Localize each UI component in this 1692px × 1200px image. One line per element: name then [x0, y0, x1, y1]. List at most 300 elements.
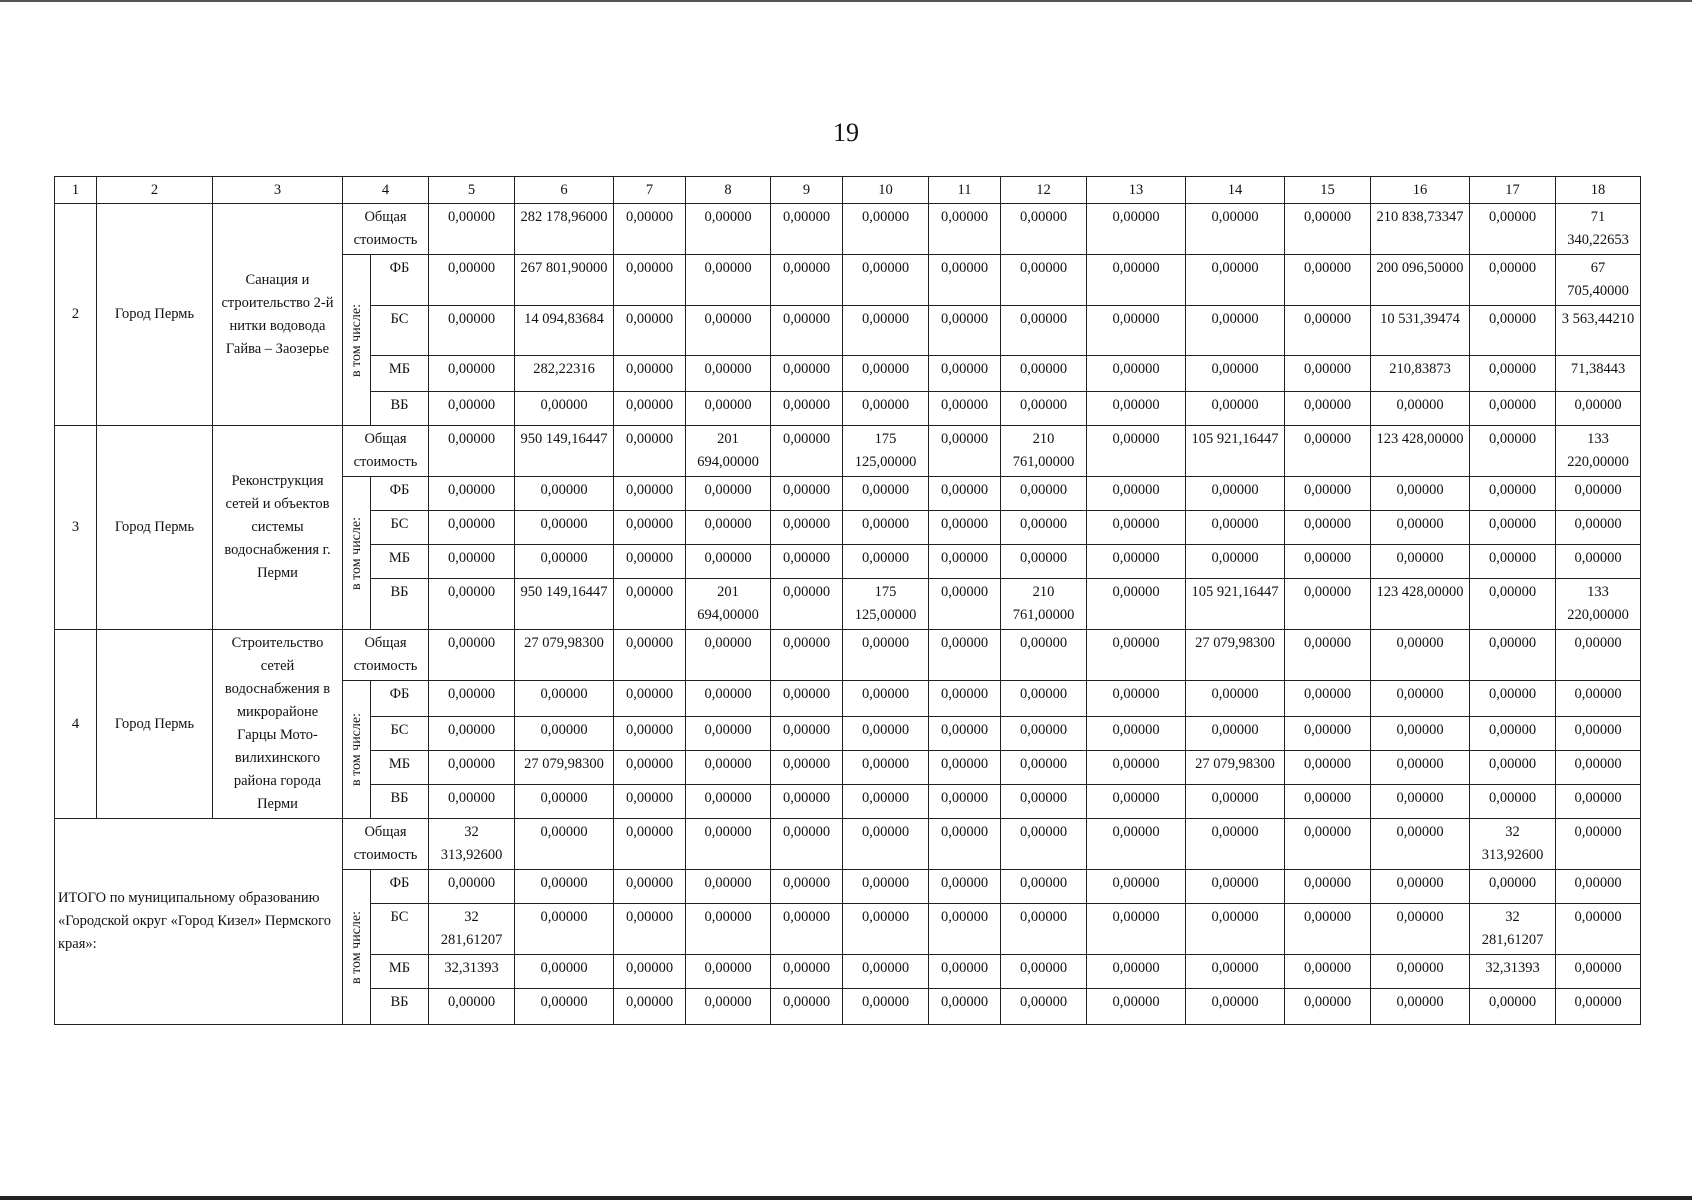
value-cell: 0,00000 [1186, 717, 1285, 751]
value-cell: 0,00000 [1371, 955, 1470, 989]
value-cell: 0,00000 [686, 306, 771, 356]
value-cell: 0,00000 [843, 717, 929, 751]
value-cell: 0,00000 [1087, 306, 1186, 356]
value-cell: 0,00000 [614, 955, 686, 989]
value-cell: 0,00000 [771, 204, 843, 255]
header-cell: 1 [55, 177, 97, 204]
value-cell: 0,00000 [686, 989, 771, 1025]
value-cell: 0,00000 [686, 477, 771, 511]
value-cell: 0,00000 [771, 545, 843, 579]
value-cell: 0,00000 [1087, 630, 1186, 681]
value-cell: 0,00000 [1371, 870, 1470, 904]
value-cell: 0,00000 [686, 870, 771, 904]
value-cell: 0,00000 [1001, 989, 1087, 1025]
value-cell: 0,00000 [1285, 477, 1371, 511]
value-cell: 0,00000 [515, 392, 614, 426]
header-cell: 14 [1186, 177, 1285, 204]
value-cell: 0,00000 [1285, 306, 1371, 356]
value-cell: 0,00000 [429, 204, 515, 255]
value-cell: 0,00000 [1087, 511, 1186, 545]
value-cell: 0,00000 [429, 785, 515, 819]
value-cell: 0,00000 [929, 356, 1001, 392]
value-cell: 0,00000 [771, 870, 843, 904]
value-cell: 0,00000 [686, 751, 771, 785]
value-cell: 0,00000 [1087, 579, 1186, 630]
value-cell: 0,00000 [1087, 819, 1186, 870]
funding-source: ФБ [371, 681, 429, 717]
table-row [55, 630, 1641, 681]
value-cell: 71 340,22653 [1556, 204, 1641, 255]
value-cell: 0,00000 [1186, 989, 1285, 1025]
value-cell: 0,00000 [1470, 870, 1556, 904]
value-cell: 0,00000 [771, 751, 843, 785]
value-cell: 0,00000 [1470, 630, 1556, 681]
header-cell: 10 [843, 177, 929, 204]
header-cell: 17 [1470, 177, 1556, 204]
value-cell: 0,00000 [1186, 681, 1285, 717]
value-cell: 0,00000 [1186, 477, 1285, 511]
funding-source: ФБ [371, 477, 429, 511]
header-cell: 5 [429, 177, 515, 204]
value-cell: 0,00000 [515, 681, 614, 717]
row-number: 3 [55, 426, 97, 630]
value-cell: 0,00000 [614, 426, 686, 477]
value-cell: 0,00000 [1087, 426, 1186, 477]
value-cell: 0,00000 [929, 751, 1001, 785]
value-cell: 133 220,00000 [1556, 426, 1641, 477]
value-cell: 0,00000 [1001, 477, 1087, 511]
value-cell: 0,00000 [1285, 955, 1371, 989]
value-cell: 0,00000 [1285, 904, 1371, 955]
value-cell: 0,00000 [929, 989, 1001, 1025]
value-cell: 0,00000 [771, 392, 843, 426]
value-cell: 0,00000 [843, 681, 929, 717]
value-cell: 14 094,83684 [515, 306, 614, 356]
table-row [55, 426, 1641, 477]
header-row [55, 177, 1641, 204]
value-cell: 0,00000 [1186, 255, 1285, 306]
value-cell: 0,00000 [614, 306, 686, 356]
value-cell: 0,00000 [1001, 955, 1087, 989]
value-cell: 27 079,98300 [515, 630, 614, 681]
value-cell: 0,00000 [1285, 426, 1371, 477]
project-name: Санация и строительство 2-й нитки водовода Гайва – Заозерье [213, 204, 343, 426]
value-cell: 0,00000 [429, 306, 515, 356]
value-cell: 0,00000 [1087, 904, 1186, 955]
funding-source: ВБ [371, 579, 429, 630]
funding-source: БС [371, 511, 429, 545]
value-cell: 0,00000 [771, 477, 843, 511]
value-cell: 0,00000 [843, 255, 929, 306]
value-cell: 0,00000 [686, 785, 771, 819]
value-cell: 0,00000 [1556, 819, 1641, 870]
value-cell: 0,00000 [1001, 392, 1087, 426]
value-cell: 210 838,73347 [1371, 204, 1470, 255]
value-cell: 0,00000 [614, 255, 686, 306]
value-cell: 0,00000 [843, 204, 929, 255]
value-cell: 0,00000 [843, 955, 929, 989]
value-cell: 0,00000 [1001, 819, 1087, 870]
value-cell: 0,00000 [686, 819, 771, 870]
value-cell: 0,00000 [1285, 630, 1371, 681]
value-cell: 105 921,16447 [1186, 426, 1285, 477]
in-that-number-text: в том числе: [349, 516, 364, 590]
value-cell: 0,00000 [1470, 717, 1556, 751]
value-cell: 0,00000 [614, 904, 686, 955]
value-cell: 10 531,39474 [1371, 306, 1470, 356]
value-cell: 0,00000 [1186, 785, 1285, 819]
project-name: Строительство сетей водоснабжения в микрорайоне Гарцы Мото-вилихинского района города Перми [213, 630, 343, 819]
value-cell: 0,00000 [614, 579, 686, 630]
page-number: 19 [833, 118, 859, 147]
value-cell: 210,83873 [1371, 356, 1470, 392]
value-cell: 0,00000 [1470, 306, 1556, 356]
value-cell: 0,00000 [515, 785, 614, 819]
value-cell: 133 220,00000 [1556, 579, 1641, 630]
value-cell: 0,00000 [1470, 511, 1556, 545]
value-cell: 0,00000 [1087, 477, 1186, 511]
row-number: 2 [55, 204, 97, 426]
value-cell: 210 761,00000 [1001, 579, 1087, 630]
header-cell: 2 [97, 177, 213, 204]
value-cell: 0,00000 [1186, 306, 1285, 356]
value-cell: 950 149,16447 [515, 579, 614, 630]
value-cell: 0,00000 [1001, 785, 1087, 819]
value-cell: 0,00000 [429, 989, 515, 1025]
value-cell: 0,00000 [1186, 955, 1285, 989]
value-cell: 0,00000 [929, 579, 1001, 630]
value-cell: 32 281,61207 [1470, 904, 1556, 955]
budget-table [54, 176, 1641, 1025]
value-cell: 0,00000 [843, 356, 929, 392]
value-cell: 0,00000 [515, 511, 614, 545]
value-cell: 0,00000 [1285, 255, 1371, 306]
funding-source: ВБ [371, 989, 429, 1025]
value-cell: 0,00000 [1556, 681, 1641, 717]
value-cell: 0,00000 [614, 751, 686, 785]
value-cell: 0,00000 [1470, 255, 1556, 306]
value-cell: 0,00000 [771, 356, 843, 392]
value-cell: 27 079,98300 [1186, 630, 1285, 681]
value-cell: 0,00000 [929, 477, 1001, 511]
value-cell: 32 281,61207 [429, 904, 515, 955]
value-cell: 123 428,00000 [1371, 426, 1470, 477]
value-cell: 0,00000 [686, 955, 771, 989]
value-cell: 27 079,98300 [1186, 751, 1285, 785]
region-name: Город Пермь [97, 426, 213, 630]
value-cell: 0,00000 [1285, 392, 1371, 426]
value-cell: 0,00000 [929, 204, 1001, 255]
funding-source: БС [371, 306, 429, 356]
value-cell: 0,00000 [929, 511, 1001, 545]
value-cell: 0,00000 [843, 306, 929, 356]
value-cell: 0,00000 [1371, 785, 1470, 819]
value-cell: 0,00000 [1470, 681, 1556, 717]
value-cell: 0,00000 [614, 785, 686, 819]
value-cell: 0,00000 [1087, 785, 1186, 819]
value-cell: 0,00000 [614, 717, 686, 751]
funding-source: МБ [371, 356, 429, 392]
value-cell: 0,00000 [1186, 819, 1285, 870]
value-cell: 0,00000 [843, 751, 929, 785]
in-that-number-text: в том числе: [349, 910, 364, 984]
value-cell: 0,00000 [1001, 545, 1087, 579]
value-cell: 0,00000 [1001, 717, 1087, 751]
value-cell: 0,00000 [929, 306, 1001, 356]
value-cell: 0,00000 [614, 681, 686, 717]
value-cell: 0,00000 [1087, 356, 1186, 392]
scan-top-edge [0, 0, 1692, 2]
value-cell: 0,00000 [1087, 717, 1186, 751]
value-cell: 0,00000 [771, 955, 843, 989]
value-cell: 0,00000 [1556, 477, 1641, 511]
funding-source: МБ [371, 545, 429, 579]
value-cell: 0,00000 [929, 630, 1001, 681]
header-cell: 12 [1001, 177, 1087, 204]
header-cell: 15 [1285, 177, 1371, 204]
in-that-number-label [343, 681, 371, 819]
value-cell: 32,31393 [429, 955, 515, 989]
value-cell: 67 705,40000 [1556, 255, 1641, 306]
value-cell: 0,00000 [515, 904, 614, 955]
value-cell: 32 313,92600 [429, 819, 515, 870]
value-cell: 0,00000 [843, 630, 929, 681]
value-cell: 0,00000 [929, 904, 1001, 955]
row-number: 4 [55, 630, 97, 819]
value-cell: 0,00000 [1371, 819, 1470, 870]
value-cell: 0,00000 [1556, 870, 1641, 904]
value-cell: 0,00000 [614, 989, 686, 1025]
funding-source: МБ [371, 751, 429, 785]
header-cell: 13 [1087, 177, 1186, 204]
value-cell: 0,00000 [929, 870, 1001, 904]
header-cell: 9 [771, 177, 843, 204]
value-cell: 0,00000 [429, 392, 515, 426]
value-cell: 0,00000 [429, 579, 515, 630]
in-that-number-label [343, 870, 371, 1025]
value-cell: 0,00000 [1001, 681, 1087, 717]
value-cell: 0,00000 [1186, 392, 1285, 426]
project-name: Реконструкция сетей и объектов системы водоснабжения г. Перми [213, 426, 343, 630]
header-cell: 7 [614, 177, 686, 204]
value-cell: 0,00000 [843, 511, 929, 545]
value-cell: 0,00000 [1470, 204, 1556, 255]
value-cell: 0,00000 [1001, 356, 1087, 392]
value-cell: 0,00000 [1470, 989, 1556, 1025]
value-cell: 0,00000 [429, 545, 515, 579]
value-cell: 0,00000 [429, 717, 515, 751]
funding-source: ФБ [371, 255, 429, 306]
value-cell: 0,00000 [1285, 356, 1371, 392]
value-cell: 32 313,92600 [1470, 819, 1556, 870]
value-cell: 0,00000 [515, 989, 614, 1025]
value-cell: 0,00000 [1470, 477, 1556, 511]
value-cell: 0,00000 [1285, 511, 1371, 545]
value-cell: 0,00000 [771, 255, 843, 306]
value-cell: 0,00000 [686, 511, 771, 545]
value-cell: 267 801,90000 [515, 255, 614, 306]
value-cell: 201 694,00000 [686, 426, 771, 477]
value-cell: 0,00000 [1470, 392, 1556, 426]
value-cell: 0,00000 [686, 545, 771, 579]
value-cell: 0,00000 [1556, 717, 1641, 751]
value-cell: 0,00000 [1087, 955, 1186, 989]
value-cell: 0,00000 [929, 545, 1001, 579]
value-cell: 0,00000 [771, 630, 843, 681]
value-cell: 0,00000 [929, 785, 1001, 819]
value-cell: 71,38443 [1556, 356, 1641, 392]
value-cell: 0,00000 [1371, 630, 1470, 681]
region-name: Город Пермь [97, 630, 213, 819]
value-cell: 0,00000 [1285, 819, 1371, 870]
value-cell: 0,00000 [1001, 255, 1087, 306]
value-cell: 0,00000 [1285, 785, 1371, 819]
value-cell: 0,00000 [1087, 204, 1186, 255]
value-cell: 0,00000 [1371, 989, 1470, 1025]
value-cell: 0,00000 [1001, 904, 1087, 955]
value-cell: 0,00000 [843, 989, 929, 1025]
value-cell: 0,00000 [686, 356, 771, 392]
value-cell: 0,00000 [1186, 870, 1285, 904]
value-cell: 123 428,00000 [1371, 579, 1470, 630]
cost-type-total: Общая стоимость [343, 819, 429, 870]
value-cell: 0,00000 [771, 785, 843, 819]
value-cell: 0,00000 [686, 630, 771, 681]
value-cell: 175 125,00000 [843, 426, 929, 477]
value-cell: 0,00000 [429, 356, 515, 392]
region-name: Город Пермь [97, 204, 213, 426]
value-cell: 0,00000 [1371, 392, 1470, 426]
value-cell: 0,00000 [614, 477, 686, 511]
value-cell: 0,00000 [1556, 545, 1641, 579]
value-cell: 950 149,16447 [515, 426, 614, 477]
value-cell: 0,00000 [686, 681, 771, 717]
in-that-number-text: в том числе: [349, 303, 364, 377]
value-cell: 0,00000 [929, 955, 1001, 989]
value-cell: 0,00000 [1371, 681, 1470, 717]
value-cell: 210 761,00000 [1001, 426, 1087, 477]
value-cell: 0,00000 [614, 870, 686, 904]
value-cell: 0,00000 [429, 681, 515, 717]
value-cell: 0,00000 [1556, 751, 1641, 785]
cost-type-total: Общая стоимость [343, 204, 429, 255]
value-cell: 0,00000 [1371, 511, 1470, 545]
total-row [55, 819, 1641, 870]
value-cell: 0,00000 [1371, 717, 1470, 751]
value-cell: 0,00000 [1285, 579, 1371, 630]
value-cell: 0,00000 [686, 204, 771, 255]
value-cell: 0,00000 [929, 819, 1001, 870]
value-cell: 0,00000 [771, 579, 843, 630]
header-cell: 8 [686, 177, 771, 204]
value-cell: 0,00000 [929, 717, 1001, 751]
value-cell: 0,00000 [929, 426, 1001, 477]
scan-bottom-edge [0, 1196, 1692, 1200]
value-cell: 0,00000 [614, 204, 686, 255]
header-cell: 3 [213, 177, 343, 204]
value-cell: 0,00000 [929, 681, 1001, 717]
value-cell: 0,00000 [1285, 681, 1371, 717]
value-cell: 0,00000 [1186, 356, 1285, 392]
value-cell: 0,00000 [1371, 904, 1470, 955]
funding-source: ФБ [371, 870, 429, 904]
value-cell: 0,00000 [1087, 870, 1186, 904]
funding-source: БС [371, 717, 429, 751]
value-cell: 282,22316 [515, 356, 614, 392]
value-cell: 0,00000 [1186, 904, 1285, 955]
value-cell: 0,00000 [1001, 204, 1087, 255]
value-cell: 0,00000 [614, 356, 686, 392]
value-cell: 175 125,00000 [843, 579, 929, 630]
value-cell: 0,00000 [1087, 681, 1186, 717]
value-cell: 0,00000 [614, 392, 686, 426]
value-cell: 0,00000 [429, 511, 515, 545]
value-cell: 0,00000 [515, 545, 614, 579]
value-cell: 0,00000 [771, 819, 843, 870]
value-cell: 0,00000 [515, 819, 614, 870]
value-cell: 0,00000 [1285, 870, 1371, 904]
value-cell: 32,31393 [1470, 955, 1556, 989]
value-cell: 0,00000 [771, 904, 843, 955]
funding-source: ВБ [371, 785, 429, 819]
value-cell: 0,00000 [614, 819, 686, 870]
value-cell: 200 096,50000 [1371, 255, 1470, 306]
value-cell: 0,00000 [515, 955, 614, 989]
value-cell: 0,00000 [1371, 751, 1470, 785]
value-cell: 0,00000 [1186, 511, 1285, 545]
in-that-number-label [343, 477, 371, 630]
value-cell: 0,00000 [429, 426, 515, 477]
value-cell: 0,00000 [614, 630, 686, 681]
value-cell: 0,00000 [1087, 989, 1186, 1025]
value-cell: 0,00000 [771, 681, 843, 717]
value-cell: 0,00000 [1087, 545, 1186, 579]
value-cell: 0,00000 [843, 545, 929, 579]
value-cell: 0,00000 [1087, 751, 1186, 785]
value-cell: 0,00000 [515, 477, 614, 511]
value-cell: 0,00000 [1186, 204, 1285, 255]
in-that-number-label [343, 255, 371, 426]
cost-type-total: Общая стоимость [343, 630, 429, 681]
value-cell: 0,00000 [929, 392, 1001, 426]
value-cell: 0,00000 [1556, 989, 1641, 1025]
value-cell: 0,00000 [843, 392, 929, 426]
header-cell: 18 [1556, 177, 1641, 204]
value-cell: 105 921,16447 [1186, 579, 1285, 630]
value-cell: 0,00000 [1285, 204, 1371, 255]
value-cell: 0,00000 [771, 989, 843, 1025]
value-cell: 282 178,96000 [515, 204, 614, 255]
value-cell: 0,00000 [1001, 511, 1087, 545]
value-cell: 0,00000 [429, 477, 515, 511]
value-cell: 0,00000 [686, 255, 771, 306]
value-cell: 0,00000 [771, 511, 843, 545]
value-cell: 0,00000 [1371, 477, 1470, 511]
value-cell: 0,00000 [1556, 392, 1641, 426]
value-cell: 0,00000 [614, 511, 686, 545]
value-cell: 0,00000 [843, 785, 929, 819]
value-cell: 0,00000 [614, 545, 686, 579]
value-cell: 0,00000 [1001, 306, 1087, 356]
value-cell: 0,00000 [1470, 579, 1556, 630]
value-cell: 0,00000 [771, 717, 843, 751]
funding-source: ВБ [371, 392, 429, 426]
value-cell: 0,00000 [515, 717, 614, 751]
value-cell: 0,00000 [429, 751, 515, 785]
value-cell: 0,00000 [843, 904, 929, 955]
value-cell: 0,00000 [1285, 717, 1371, 751]
header-cell: 4 [343, 177, 429, 204]
